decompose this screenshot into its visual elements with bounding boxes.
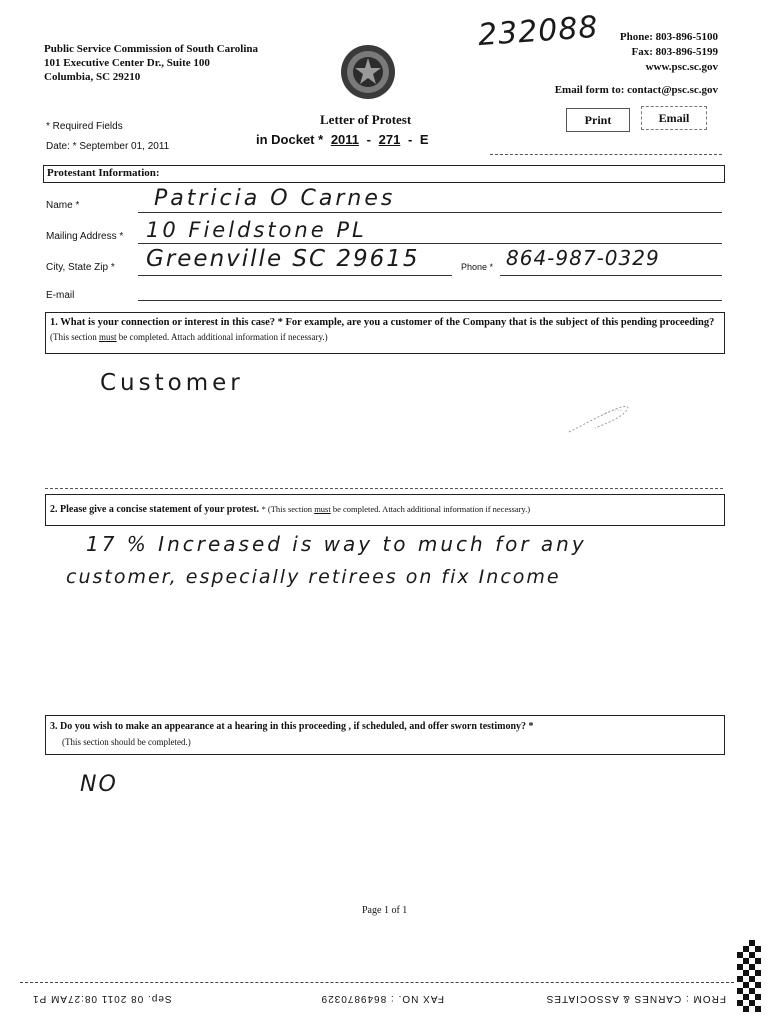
website-link[interactable]: www.psc.sc.gov	[645, 61, 718, 73]
fax-number-header: FAX NO. : 8649870329	[320, 993, 444, 1004]
city-line	[138, 275, 452, 276]
name-field[interactable]: Patricia O Carnes	[154, 186, 396, 211]
note-must: must	[314, 504, 331, 514]
question-2-text	[50, 504, 720, 515]
question-1-prompt: 1. What is your connection or interest in this case? * For example, are you a customer of the Company that is the subject of this pending proceeding?	[50, 317, 715, 328]
divider	[45, 488, 723, 489]
email-label: E-mail	[46, 290, 75, 301]
phone-number: Phone: 803-896-5100	[619, 31, 718, 43]
question-2-box	[45, 494, 725, 526]
docket-row	[256, 132, 429, 147]
org-name: Public Service Commission of South Carolina	[44, 43, 259, 55]
question-1-text	[50, 316, 718, 345]
docket-separator: -	[366, 132, 371, 147]
required-note: * Required Fields	[46, 121, 123, 132]
contact-block	[620, 30, 718, 75]
question-2-answer-line2[interactable]: customer, especially retirees on fix Income	[66, 566, 561, 588]
question-3-prompt: 3. Do you wish to make an appearance at a hearing in this proceeding , if scheduled, and offer sworn testimony? *	[50, 721, 534, 732]
docket-type[interactable]: E	[419, 132, 429, 147]
mailing-label: Mailing Address *	[46, 231, 124, 242]
mailing-field[interactable]: 10 Fieldstone PL	[146, 218, 367, 242]
note-must: must	[99, 332, 117, 342]
phone-label: Phone *	[461, 262, 494, 272]
question-3-answer[interactable]: NO	[80, 772, 118, 797]
note-text: be completed. Attach additional information if necessary.)	[116, 332, 328, 342]
fax-header	[20, 988, 734, 1008]
question-1-box	[45, 312, 725, 354]
org-address-line1: 101 Executive Center Dr., Suite 100	[44, 57, 210, 69]
question-2-answer-line1[interactable]: 17 % Increased is way to much for any	[86, 532, 587, 556]
state-seal-icon	[340, 44, 396, 100]
city-label: City, State Zip *	[46, 262, 115, 273]
email-button[interactable]: Email	[641, 106, 707, 130]
protestant-heading: Protestant Information:	[47, 167, 160, 179]
question-2-note	[262, 504, 531, 514]
docket-number[interactable]: 271	[378, 132, 401, 147]
scribble-mark	[565, 398, 635, 438]
question-3-box	[45, 715, 725, 755]
stamp-number: 232088	[476, 9, 600, 54]
note-text: * (This section	[261, 504, 315, 514]
date-label: Date: *	[46, 141, 77, 152]
docket-separator: -	[407, 132, 413, 147]
docket-prefix: in Docket *	[256, 132, 324, 147]
city-field[interactable]: Greenville SC 29615	[146, 246, 420, 272]
protestant-heading-box	[43, 165, 725, 183]
question-1-note	[50, 332, 328, 342]
print-button[interactable]: Print	[566, 108, 630, 132]
question-1-answer[interactable]: Customer	[100, 370, 244, 396]
mailing-line	[138, 243, 722, 244]
date-value: September 01, 2011	[79, 141, 170, 152]
phone-line	[500, 275, 722, 276]
date-row	[46, 141, 169, 152]
note-text: be completed. Attach additional information if necessary.)	[330, 504, 531, 514]
email-form-to: Email form to: contact@psc.sc.gov	[554, 84, 718, 96]
fax-sender: FROM : CARNES & ASSOCIATES	[545, 993, 726, 1004]
checker-mark-icon	[736, 940, 762, 1018]
fax-timestamp: Sep. 08 2011 08:27AM P1	[32, 993, 172, 1004]
page-number: Page 1 of 1	[362, 905, 408, 916]
divider	[490, 154, 722, 155]
name-label: Name *	[46, 200, 80, 211]
org-address-block	[44, 42, 258, 84]
org-address-line2: Columbia, SC 29210	[44, 71, 141, 83]
docket-year[interactable]: 2011	[330, 132, 360, 147]
question-2-prompt: 2. Please give a concise statement of your protest.	[50, 504, 260, 515]
name-line	[138, 212, 722, 213]
note-text: (This section	[50, 332, 99, 342]
fax-divider	[20, 982, 734, 983]
form-title: Letter of Protest	[320, 112, 412, 127]
question-3-note: (This section should be completed.)	[62, 737, 191, 747]
email-line[interactable]	[138, 300, 722, 301]
phone-field[interactable]: 864-987-0329	[506, 246, 660, 270]
fax-number: Fax: 803-896-5199	[631, 46, 718, 58]
